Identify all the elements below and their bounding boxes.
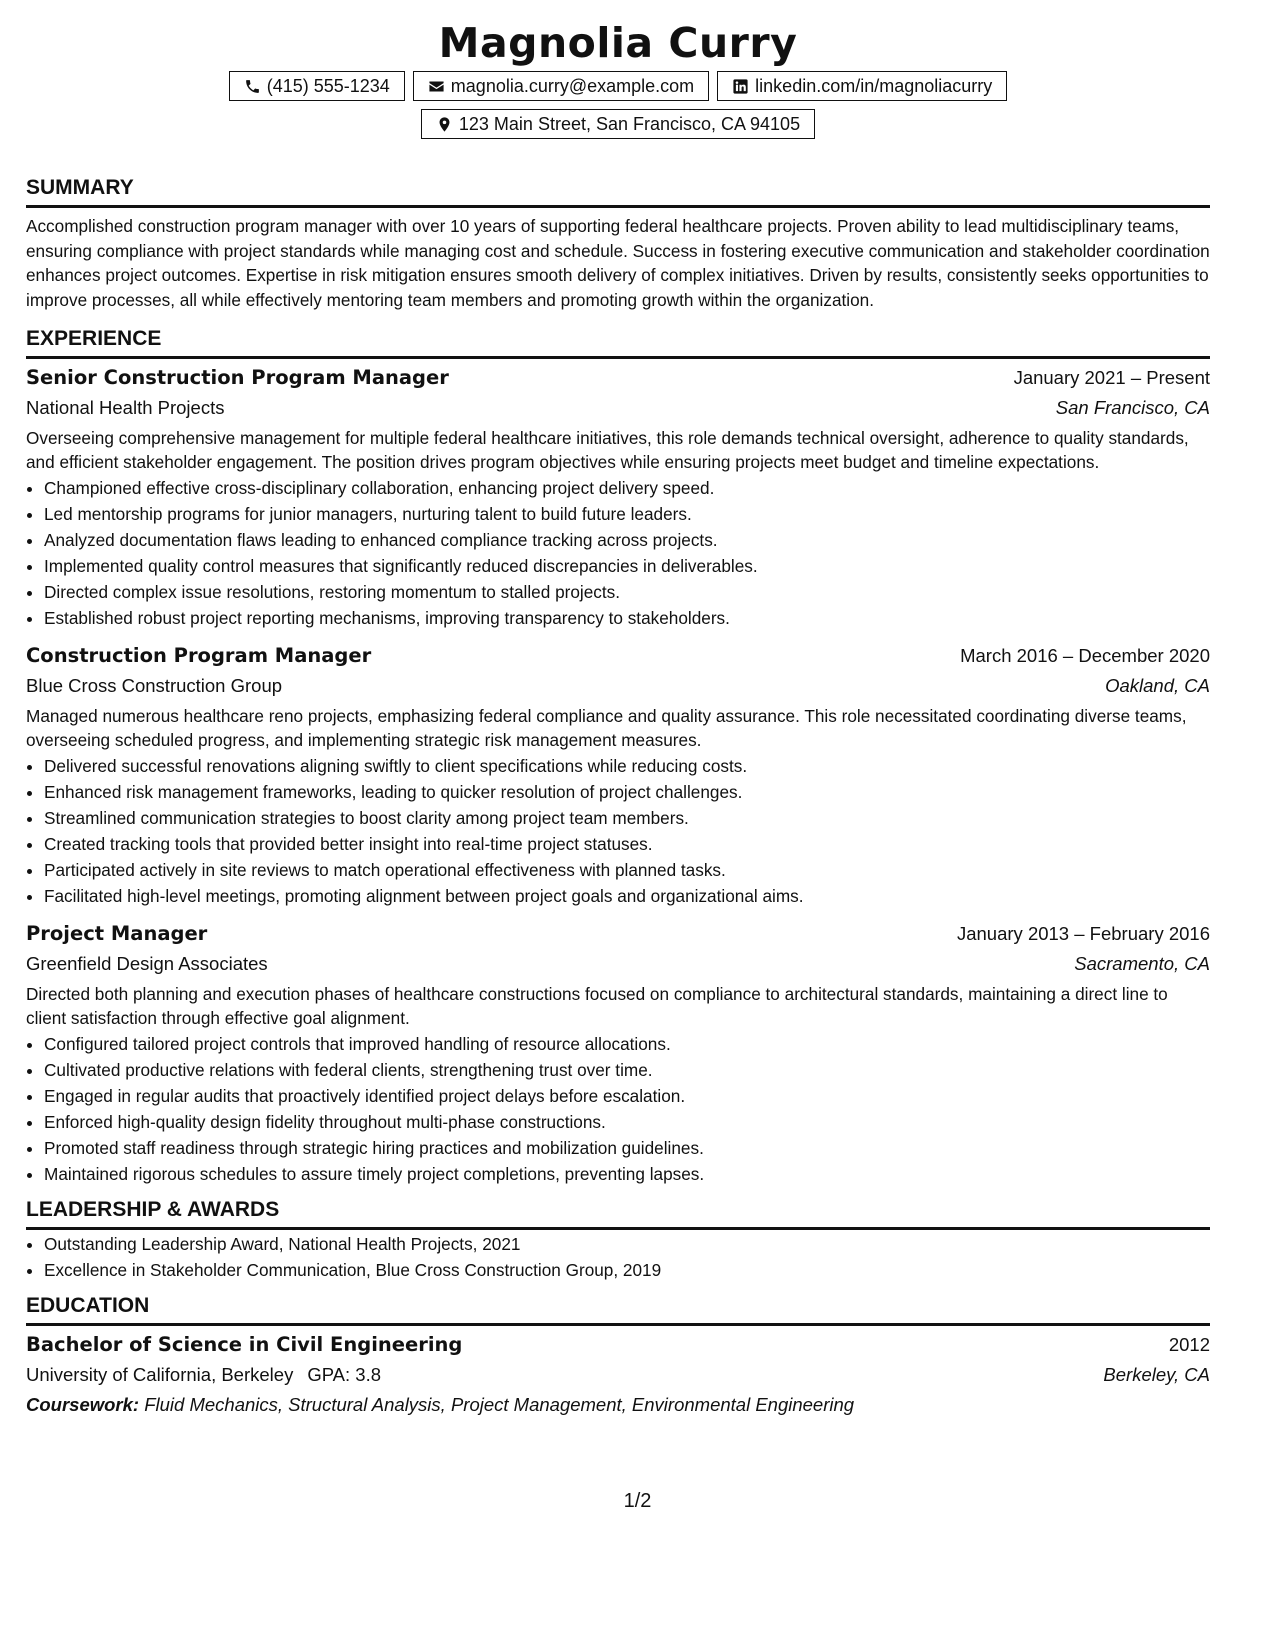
summary-heading: SUMMARY xyxy=(26,175,1210,208)
map-marker-icon xyxy=(436,116,453,133)
page-number: 1/2 xyxy=(623,1490,652,1512)
linkedin-contact[interactable] xyxy=(717,71,1007,101)
list-item: • Analyzed documentation flaws leading to enhanced compliance tracking across projects. xyxy=(44,527,1210,553)
job-entry xyxy=(26,363,1210,631)
job-company: National Health Projects xyxy=(26,397,225,419)
job-description: Overseeing comprehensive management for multiple federal healthcare initiatives, this role demands technical oversight, adherence to quality standards, and efficient stakeholder engagement. The position drives program objectives while ensuring projects meet budget and timeline expectations. xyxy=(26,428,1189,472)
job-location: Oakland, CA xyxy=(1105,675,1210,697)
envelope-icon xyxy=(428,78,445,95)
list-item: • Facilitated high-level meetings, promoting alignment between project goals and organizational aims. xyxy=(44,883,1210,909)
summary-section xyxy=(26,175,1210,312)
phone-icon xyxy=(244,78,261,95)
list-item: • Promoted staff readiness through strategic hiring practices and mobilization guidelines. xyxy=(44,1135,1210,1161)
job-dates: March 2016 – December 2020 xyxy=(960,645,1210,667)
school-name: University of California, Berkeley xyxy=(26,1364,294,1386)
education-section xyxy=(26,1293,1210,1420)
list-item: • Led mentorship programs for junior managers, nurturing talent to build future leaders. xyxy=(44,501,1210,527)
list-item: • Enhanced risk management frameworks, leading to quicker resolution of project challenges. xyxy=(44,779,1210,805)
job-company: Blue Cross Construction Group xyxy=(26,675,283,697)
experience-heading: EXPERIENCE xyxy=(26,326,1210,359)
job-company: Greenfield Design Associates xyxy=(26,953,268,975)
awards-section xyxy=(26,1197,1210,1283)
list-item: • Excellence in Stakeholder Communication, Blue Cross Construction Group, 2019 xyxy=(44,1257,1210,1283)
job-location: Sacramento, CA xyxy=(1074,953,1210,975)
list-item: • Streamlined communication strategies to boost clarity among project team members. xyxy=(44,805,1210,831)
job-title: Construction Program Manager xyxy=(26,644,372,668)
summary-text: Accomplished construction program manager with over 10 years of supporting federal healthcare projects. Proven ability to lead multidisciplinary teams, ensuring compliance with project standards while managing cost and schedule. Success in fostering executive communication and stakeholder coordination enhances project outcomes. Expertise in risk mitigation ensures smooth delivery of complex initiatives. Driven by results, consistently seeks opportunities to improve processes, all while effectively mentoring team members and promoting growth within the organization. xyxy=(26,216,1210,310)
list-item: • Cultivated productive relations with federal clients, strengthening trust over time. xyxy=(44,1057,1210,1083)
list-item: • Created tracking tools that provided better insight into real-time project statuses. xyxy=(44,831,1210,857)
list-item: • Directed complex issue resolutions, restoring momentum to stalled projects. xyxy=(44,579,1210,605)
list-item: • Delivered successful renovations aligning swiftly to client specifications while reducing costs. xyxy=(44,753,1210,779)
candidate-name: Magnolia Curry xyxy=(438,19,798,67)
job-description: Managed numerous healthcare reno projects, emphasizing federal compliance and quality assurance. This role necessitated coordinating diverse teams, overseeing scheduled progress, and implementing strategic risk management measures. xyxy=(26,706,1187,750)
list-item: • Outstanding Leadership Award, National Health Projects, 2021 xyxy=(44,1231,1210,1257)
address-contact xyxy=(421,109,815,139)
job-dates: January 2013 – February 2016 xyxy=(956,923,1210,945)
job-dates: January 2021 – Present xyxy=(1013,367,1210,389)
phone-text: (415) 555-1234 xyxy=(266,76,390,97)
job-description: Directed both planning and execution phases of healthcare constructions focused on compliance to architectural standards, maintaining a direct line to client satisfaction through effective goal alignment. xyxy=(26,984,1168,1028)
job-location: San Francisco, CA xyxy=(1055,397,1210,419)
job-bullets xyxy=(26,753,1210,909)
list-item: • Maintained rigorous schedules to assure timely project completions, preventing lapses. xyxy=(44,1161,1210,1187)
list-item: • Established robust project reporting mechanisms, improving transparency to stakeholders. xyxy=(44,605,1210,631)
address-text: 123 Main Street, San Francisco, CA 94105 xyxy=(458,114,801,135)
list-item: • Enforced high-quality design fidelity throughout multi-phase constructions. xyxy=(44,1109,1210,1135)
gpa-text: GPA: 3.8 xyxy=(307,1364,382,1386)
school-location: Berkeley, CA xyxy=(1103,1364,1210,1386)
job-title: Senior Construction Program Manager xyxy=(26,366,449,390)
list-item: • Engaged in regular audits that proactively identified project delays before escalation. xyxy=(44,1083,1210,1109)
contact-row-primary xyxy=(26,71,1210,101)
coursework-text: Fluid Mechanics, Structural Analysis, Project Management, Environmental Engineering xyxy=(144,1394,855,1416)
education-heading: EDUCATION xyxy=(26,1293,1210,1326)
experience-section xyxy=(26,326,1210,1187)
degree-title: Bachelor of Science in Civil Engineering xyxy=(26,1333,463,1357)
list-item: • Participated actively in site reviews to match operational effectiveness with planned tasks. xyxy=(44,857,1210,883)
awards-list xyxy=(26,1231,1210,1283)
phone-contact[interactable] xyxy=(229,71,405,101)
email-text: magnolia.curry@example.com xyxy=(450,76,695,97)
awards-heading: LEADERSHIP & AWARDS xyxy=(26,1197,1210,1230)
coursework-line xyxy=(26,1390,1210,1420)
job-entry xyxy=(26,919,1210,1187)
coursework-label: Coursework: xyxy=(26,1394,140,1416)
job-entry xyxy=(26,641,1210,909)
job-title: Project Manager xyxy=(26,922,208,946)
job-bullets xyxy=(26,475,1210,631)
contact-row-secondary xyxy=(26,109,1210,139)
linkedin-text: linkedin.com/in/magnoliacurry xyxy=(755,76,993,97)
job-bullets xyxy=(26,1031,1210,1187)
list-item: • Configured tailored project controls that improved handling of resource allocations. xyxy=(44,1031,1210,1057)
list-item: • Implemented quality control measures that significantly reduced discrepancies in deliverables. xyxy=(44,553,1210,579)
graduation-year: 2012 xyxy=(1168,1334,1210,1356)
email-contact[interactable] xyxy=(413,71,709,101)
linkedin-icon xyxy=(732,78,749,95)
list-item: • Championed effective cross-disciplinary collaboration, enhancing project delivery speed. xyxy=(44,475,1210,501)
